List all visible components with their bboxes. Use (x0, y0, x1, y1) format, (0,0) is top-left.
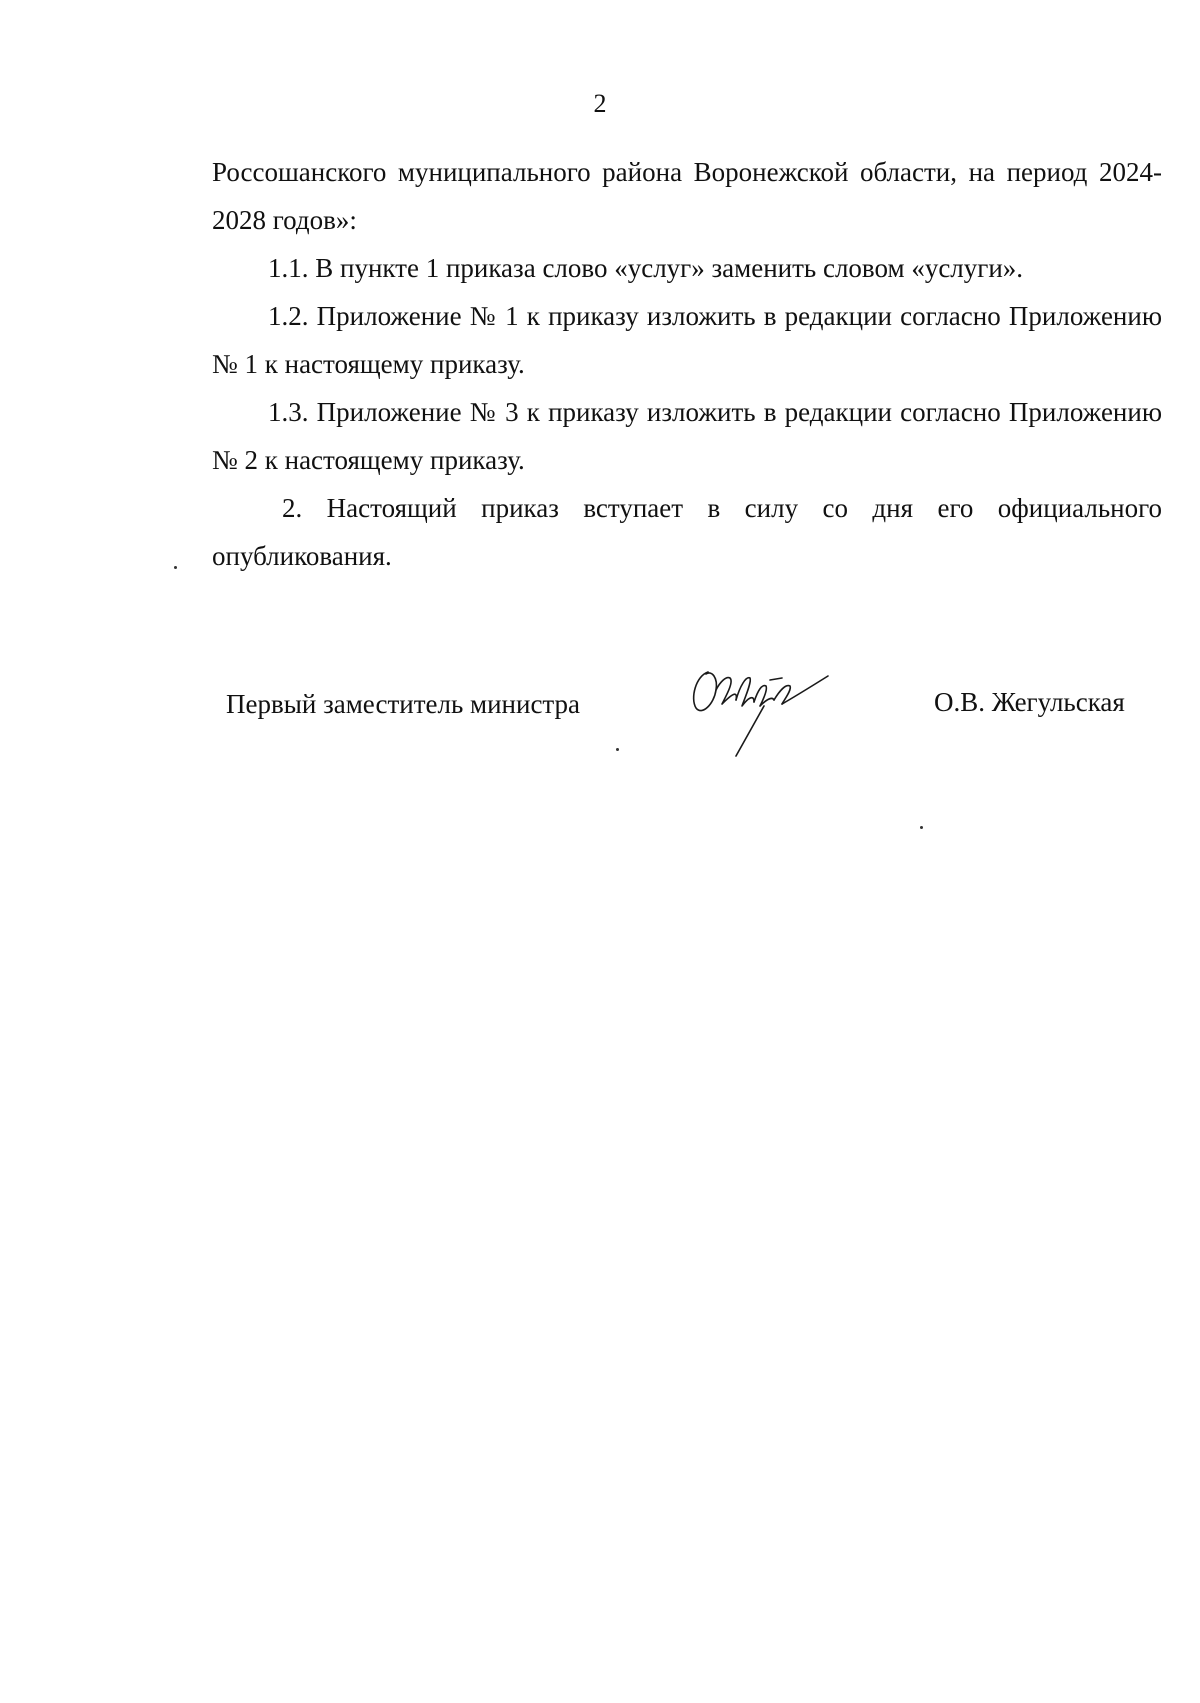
paragraph-item-2: 2. Настоящий приказ вступает в силу со дня его официального опубликования. (212, 493, 1162, 571)
paragraph-item-1-1: 1.1. В пункте 1 приказа слово «услуг» заменить словом «услуги». (268, 253, 1024, 283)
handwritten-signature-icon (686, 660, 836, 760)
scan-speck (616, 748, 619, 751)
signatory-name: О.В. Жегульская (934, 687, 1125, 717)
scan-speck (174, 566, 177, 569)
page-number: 2 (593, 89, 607, 118)
document-body (212, 148, 1162, 580)
signatory-position: Первый заместитель министра (226, 689, 581, 719)
scan-speck (920, 826, 923, 829)
paragraph-continuation: Россошанского муниципального района Воронежской области, на период 2024-2028 годов»: (212, 157, 1162, 235)
paragraph-item-1-3: 1.3. Приложение № 3 к приказу изложить в редакции согласно Приложению № 2 к настоящему приказу. (212, 397, 1162, 475)
paragraph-item-1-2: 1.2. Приложение № 1 к приказу изложить в редакции согласно Приложению № 1 к настоящему приказу. (212, 301, 1162, 379)
